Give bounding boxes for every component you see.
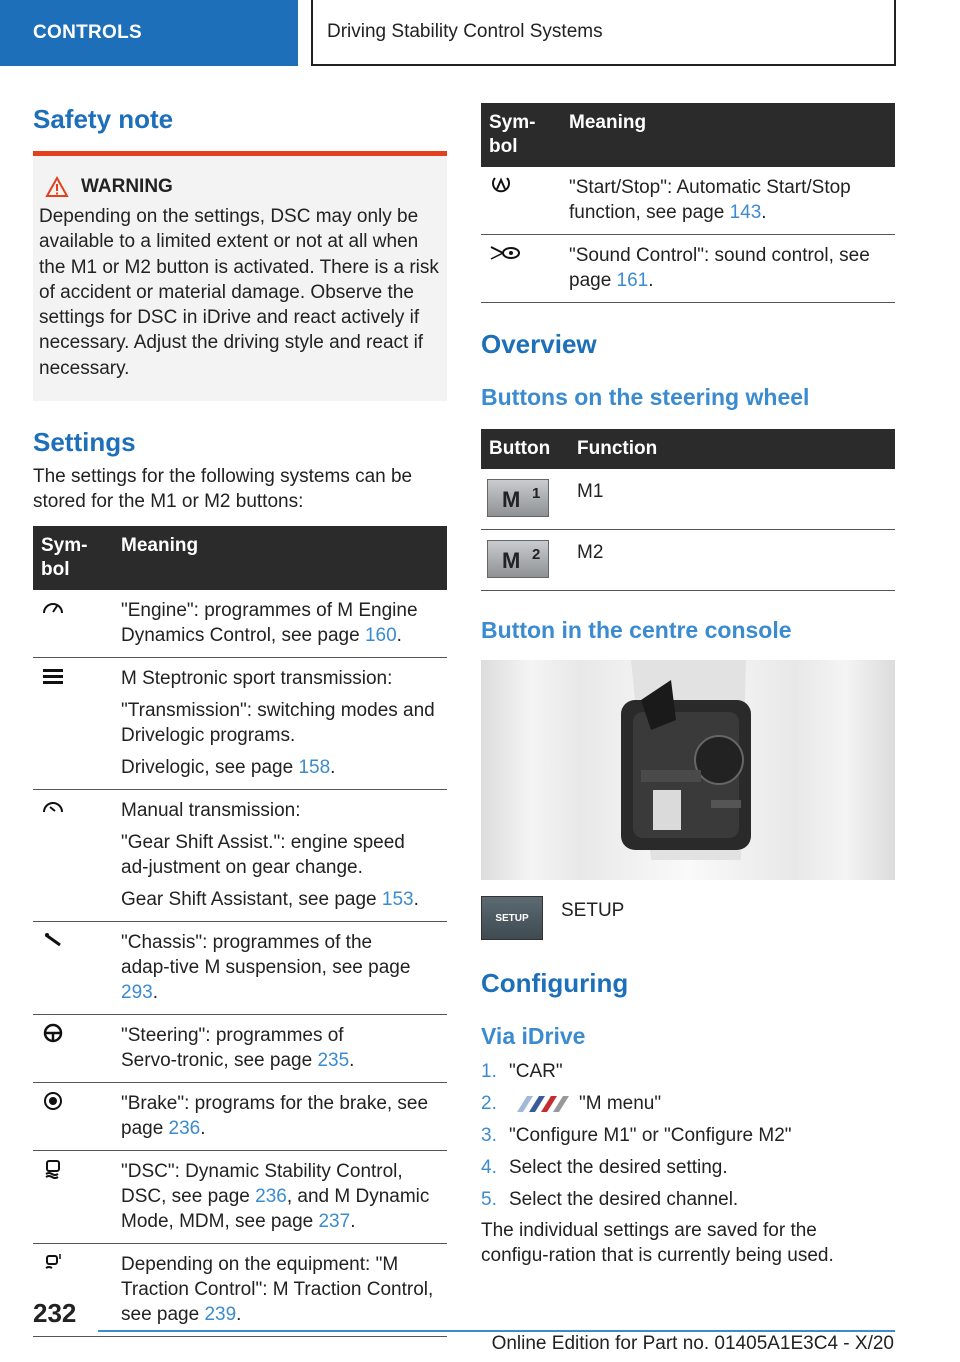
list-item: 4. Select the desired setting. <box>481 1157 728 1178</box>
configuring-outro: The individual settings are saved for the configu‑ration that is currently being used. <box>481 1220 834 1266</box>
page-link[interactable]: 160 <box>364 625 397 647</box>
steering-icon <box>41 1023 65 1043</box>
page-link[interactable]: 293 <box>121 982 153 1004</box>
chapter-title: Driving Stability Control Systems <box>311 0 896 66</box>
col-symbol-header: Sym- bol <box>33 526 113 590</box>
table-row: "Chassis": programmes of the adap‑tive M suspension, see page 293. <box>33 922 447 1015</box>
col-function-header: Function <box>569 429 895 469</box>
page-header <box>0 0 960 66</box>
warning-label: WARNING <box>81 176 173 197</box>
via-idrive-heading: Via iDrive <box>481 1023 586 1049</box>
buttons-table <box>481 429 895 591</box>
console-button-heading: Button in the centre console <box>481 617 792 643</box>
setup-function: SETUP <box>561 900 625 921</box>
warning-text: Depending on the settings, DSC may only be available to a limited extent or not at all when the M1 or M2 button is activated. There is a risk of accident or material damage. Observe the settings for DSC in iDrive and react actively if necessary. Adjust the driving style and react if necessary. <box>39 206 439 379</box>
page-link[interactable]: 158 <box>298 757 331 779</box>
sound-control-icon <box>489 243 523 263</box>
page-number: 232 <box>33 1298 77 1328</box>
left-column <box>33 100 447 1337</box>
settings-table <box>33 526 447 1337</box>
table-row: "Sound Control": sound control, see page 161. <box>481 235 895 303</box>
table-row: Depending on the equipment: "M Traction Control": M Traction Control, see page 239. <box>33 1244 447 1337</box>
steps-list <box>481 1056 895 1216</box>
safety-heading: Safety note <box>33 104 174 134</box>
warning-title <box>39 176 439 198</box>
page-link[interactable]: 161 <box>616 270 649 291</box>
list-item: 3. "Configure M1" or "Configure M2" <box>481 1125 792 1146</box>
start-stop-icon <box>489 175 513 195</box>
footer-divider <box>98 1330 895 1332</box>
m-menu-icon <box>511 1094 569 1114</box>
manual-transmission-icon <box>41 798 65 818</box>
list-item: 2. "M menu" <box>481 1093 662 1114</box>
warning-box <box>33 151 447 401</box>
col-meaning-header: Meaning <box>561 103 895 167</box>
m1-button-image: M 1 <box>487 479 549 517</box>
footer-edition: Online Edition for Part no. 01405A1E3C4 - X/20 <box>491 1333 894 1354</box>
col-button-header: Button <box>481 429 569 469</box>
settings-intro: The settings for the following systems can be stored for the M1 or M2 buttons: <box>33 466 413 513</box>
setup-row <box>481 896 895 940</box>
table-row: "Steering": programmes of Servo‑tronic, see page 235. <box>33 1015 447 1083</box>
table-row: M Steptronic sport transmission: "Transmission": switching modes and Drivelogic programs. Drivelogic, see page 158. <box>33 658 447 790</box>
additional-settings-table <box>481 103 895 303</box>
table-row: "Start/Stop": Automatic Start/Stop function, see page 143. <box>481 167 895 235</box>
transmission-icon <box>41 666 65 686</box>
table-row <box>481 530 895 591</box>
page-link[interactable]: 239 <box>204 1304 237 1326</box>
table-row: "Brake": programs for the brake, see page 236. <box>33 1083 447 1151</box>
settings-heading: Settings <box>33 427 136 458</box>
brake-icon <box>41 1091 65 1111</box>
dsc-icon <box>41 1159 65 1179</box>
table-row: "Engine": programmes of M Engine Dynamics Control, see page 160. <box>33 590 447 658</box>
table-row <box>481 469 895 530</box>
steering-buttons-heading: Buttons on the steering wheel <box>481 384 810 410</box>
table-row: "DSC": Dynamic Stability Control, DSC, see page 236, and M Dynamic Mode, MDM, see page 237. <box>33 1151 447 1244</box>
col-symbol-header: Sym- bol <box>481 103 561 167</box>
centre-console-illustration <box>481 660 895 880</box>
page-link[interactable]: 153 <box>381 889 414 911</box>
warning-triangle-icon <box>45 176 69 198</box>
setup-button-image: SETUP <box>481 896 543 940</box>
list-item: 1. "CAR" <box>481 1061 563 1082</box>
col-meaning-header: Meaning <box>113 526 447 590</box>
traction-icon <box>41 1252 65 1272</box>
page-link[interactable]: 143 <box>729 202 762 223</box>
chassis-icon <box>41 930 65 950</box>
m1-function: M1 <box>569 469 895 530</box>
m2-function: M2 <box>569 530 895 591</box>
engine-icon <box>41 598 65 618</box>
m2-button-image: M 2 <box>487 540 549 578</box>
page-link[interactable]: 236 <box>255 1186 287 1208</box>
overview-heading: Overview <box>481 329 597 359</box>
page-link[interactable]: 237 <box>318 1211 351 1233</box>
configuring-heading: Configuring <box>481 968 629 998</box>
right-column <box>481 103 895 1268</box>
table-row: Manual transmission: "Gear Shift Assist.": engine speed ad‑justment on gear change. Gear Shift Assistant, see page 153. <box>33 790 447 922</box>
page-link[interactable]: 236 <box>168 1118 201 1140</box>
page-link[interactable]: 235 <box>317 1050 350 1072</box>
list-item: 5. Select the desired channel. <box>481 1189 739 1210</box>
section-tab[interactable]: CONTROLS <box>0 0 298 66</box>
centre-console-image <box>481 660 895 880</box>
